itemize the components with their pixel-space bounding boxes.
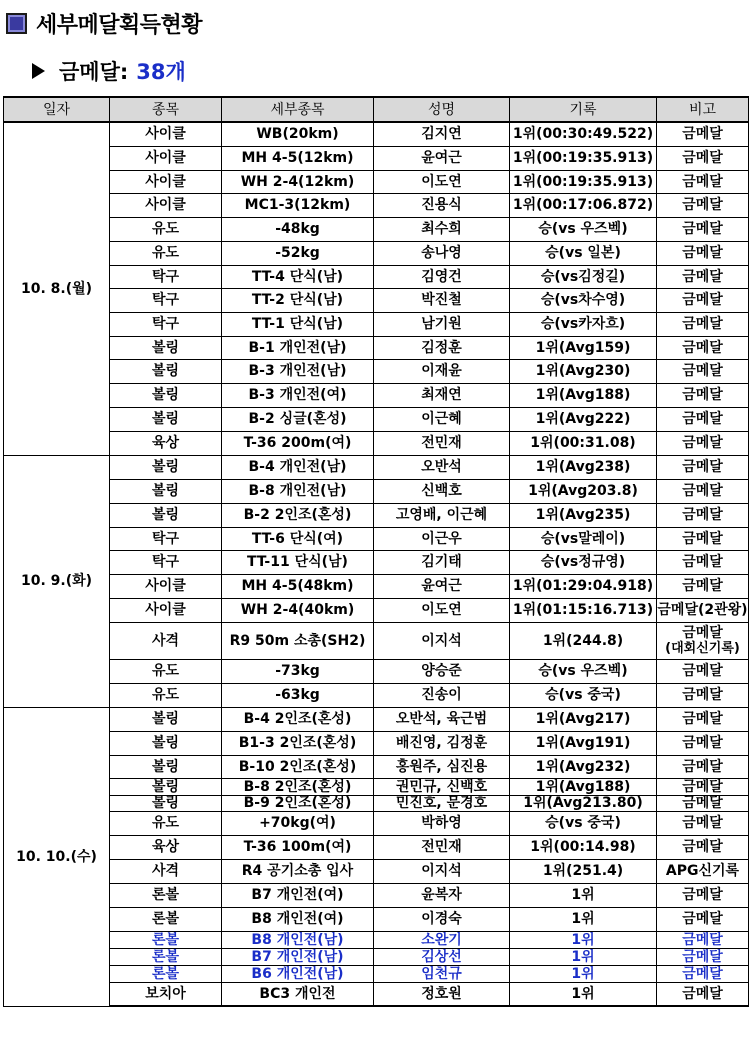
table-row [4,122,749,146]
event-cell: -73kg [222,659,374,683]
record-cell: 1위 [510,883,657,907]
event-cell: TT-6 단식(여) [222,527,374,550]
sport-cell: 유도 [110,683,222,707]
sport-cell: 유도 [110,659,222,683]
note-cell: 금메달 [657,336,749,359]
note-cell: 금메달 [657,659,749,683]
event-cell: R4 공기소총 입사 [222,859,374,883]
sport-cell: 탁구 [110,312,222,336]
athlete-name-cell: 이지석 [374,859,510,883]
sport-cell: 볼링 [110,731,222,755]
record-cell: 승(vs 중국) [510,811,657,835]
table-row [4,574,749,598]
event-cell: TT-2 단식(남) [222,288,374,312]
record-cell: 1위 [510,931,657,948]
note-cell: APG신기록 [657,859,749,883]
subtitle [32,56,186,86]
record-cell: 승(vs 일본) [510,241,657,265]
record-cell: 1위(01:29:04.918) [510,574,657,598]
header-date: 일자 [4,97,110,122]
athlete-name-cell: 이경숙 [374,907,510,931]
sport-cell: 보치아 [110,982,222,1006]
note-cell: 금메달 [657,778,749,795]
table-row [4,948,749,965]
sport-cell: 볼링 [110,755,222,778]
event-cell: R9 50m 소총(SH2) [222,622,374,659]
header-name: 성명 [374,97,510,122]
table-row [4,527,749,550]
table-row [4,217,749,241]
note-cell: 금메달 [657,707,749,731]
header-sport: 종목 [110,97,222,122]
square-bullet-icon [6,13,27,34]
date-cell: 10. 8.(월) [4,122,110,455]
note-cell: 금메달 [657,683,749,707]
athlete-name-cell: 박하영 [374,811,510,835]
note-cell: 금메달 [657,835,749,859]
sport-cell: 유도 [110,241,222,265]
athlete-name-cell: 윤여근 [374,574,510,598]
record-cell: 1위(00:19:35.913) [510,170,657,193]
athlete-name-cell: 이지석 [374,622,510,659]
athlete-name-cell: 소완기 [374,931,510,948]
table-row [4,479,749,503]
table-row [4,883,749,907]
event-cell: B-8 개인전(남) [222,479,374,503]
note-cell: 금메달 [657,312,749,336]
sport-cell: 론볼 [110,931,222,948]
sport-cell: 볼링 [110,359,222,383]
table-row [4,731,749,755]
table-row [4,859,749,883]
record-cell: 승(vs말레이) [510,527,657,550]
header-record: 기록 [510,97,657,122]
note-text: 금메달 [682,624,723,641]
sport-cell: 볼링 [110,707,222,731]
event-cell: B-4 개인전(남) [222,455,374,479]
note-cell: 금메달(2관왕) [657,598,749,622]
record-cell: 1위 [510,982,657,1006]
note-cell: 금메달 [657,982,749,1006]
record-cell: 승(vs김정길) [510,265,657,288]
athlete-name-cell: 배진영, 김정훈 [374,731,510,755]
note-cell: 금메달 [657,479,749,503]
table-row [4,503,749,527]
record-cell: 1위(Avg238) [510,455,657,479]
table-row [4,982,749,1006]
note-cell: 금메달 [657,574,749,598]
record-cell: 1위(00:14.98) [510,835,657,859]
note-cell: 금메달 [657,383,749,407]
note-cell: 금메달 [657,265,749,288]
table-row [4,811,749,835]
athlete-name-cell: 신백호 [374,479,510,503]
header-note: 비고 [657,97,749,122]
sport-cell: 론볼 [110,907,222,931]
record-cell: 1위(Avg203.8) [510,479,657,503]
table-row [4,336,749,359]
note-cell: 금메달 [657,193,749,217]
event-cell: B6 개인전(남) [222,965,374,982]
athlete-name-cell: 김지연 [374,122,510,146]
event-cell: B-8 2인조(혼성) [222,778,374,795]
medal-count: 38개 [136,60,186,84]
sport-cell: 론볼 [110,948,222,965]
athlete-name-cell: 이도연 [374,170,510,193]
athlete-name-cell: 박진철 [374,288,510,312]
table-row [4,598,749,622]
sport-cell: 볼링 [110,407,222,431]
record-cell: 1위(00:31.08) [510,431,657,455]
sport-cell: 사이클 [110,193,222,217]
table-row [4,359,749,383]
athlete-name-cell: 전민재 [374,835,510,859]
athlete-name-cell: 이근우 [374,527,510,550]
event-cell: -63kg [222,683,374,707]
athlete-name-cell: 민진호, 문경호 [374,795,510,811]
table-row [4,170,749,193]
event-cell: B-1 개인전(남) [222,336,374,359]
table-row [4,146,749,170]
athlete-name-cell: 윤여근 [374,146,510,170]
event-cell: B-2 싱글(혼성) [222,407,374,431]
record-cell: 1위 [510,907,657,931]
note-cell: 금메달 [657,122,749,146]
note-cell: 금메달 [657,948,749,965]
athlete-name-cell: 김영건 [374,265,510,288]
record-cell: 1위(244.8) [510,622,657,659]
page-title [6,8,202,38]
sport-cell: 유도 [110,811,222,835]
note-cell: 금메달 [657,407,749,431]
athlete-name-cell: 전민재 [374,431,510,455]
note-cell: 금메달 [657,883,749,907]
sport-cell: 론볼 [110,965,222,982]
table-row [4,431,749,455]
sport-cell: 사이클 [110,146,222,170]
record-cell: 1위(Avg222) [510,407,657,431]
table-row [4,550,749,574]
event-cell: TT-4 단식(남) [222,265,374,288]
note-cell: 금메달 [657,170,749,193]
event-cell: WH 2-4(40km) [222,598,374,622]
event-cell: B-10 2인조(혼성) [222,755,374,778]
table-row [4,241,749,265]
event-cell: -48kg [222,217,374,241]
table-row [4,407,749,431]
event-cell: B-2 2인조(혼성) [222,503,374,527]
record-cell: 1위(01:15:16.713) [510,598,657,622]
record-cell: 1위(Avg191) [510,731,657,755]
sport-cell: 탁구 [110,527,222,550]
athlete-name-cell: 최수희 [374,217,510,241]
record-cell: 승(vs 우즈벡) [510,659,657,683]
record-cell: 1위(Avg217) [510,707,657,731]
event-cell: TT-1 단식(남) [222,312,374,336]
sport-cell: 사격 [110,859,222,883]
event-cell: B7 개인전(여) [222,883,374,907]
athlete-name-cell: 양승준 [374,659,510,683]
table-row [4,965,749,982]
event-cell: T-36 100m(여) [222,835,374,859]
athlete-name-cell: 임천규 [374,965,510,982]
athlete-name-cell: 정호원 [374,982,510,1006]
table-row [4,622,749,659]
table-row [4,288,749,312]
sport-cell: 볼링 [110,479,222,503]
sport-cell: 볼링 [110,336,222,359]
record-cell: 1위(Avg230) [510,359,657,383]
sport-cell: 볼링 [110,383,222,407]
athlete-name-cell: 오반석, 육근범 [374,707,510,731]
athlete-name-cell: 권민규, 신백호 [374,778,510,795]
event-cell: WH 2-4(12km) [222,170,374,193]
note-cell: 금메달 [657,965,749,982]
record-cell: 승(vs차수영) [510,288,657,312]
note-cell: 금메달 [657,527,749,550]
table-row [4,312,749,336]
event-cell: B1-3 2인조(혼성) [222,731,374,755]
table-row [4,265,749,288]
athlete-name-cell: 김정훈 [374,336,510,359]
note-cell: 금메달 [657,146,749,170]
event-cell: B8 개인전(남) [222,931,374,948]
event-cell: MH 4-5(12km) [222,146,374,170]
record-cell: 1위 [510,965,657,982]
record-cell: 승(vs카자흐) [510,312,657,336]
note-cell: 금메달 [657,907,749,931]
event-cell: WB(20km) [222,122,374,146]
athlete-name-cell: 최재연 [374,383,510,407]
sport-cell: 론볼 [110,883,222,907]
record-cell: 1위(Avg235) [510,503,657,527]
athlete-name-cell: 홍원주, 심진용 [374,755,510,778]
table-row [4,931,749,948]
table-row [4,383,749,407]
athlete-name-cell: 송나영 [374,241,510,265]
note-cell: 금메달 [657,503,749,527]
note-cell [657,622,749,659]
date-cell: 10. 9.(화) [4,455,110,707]
sport-cell: 볼링 [110,455,222,479]
athlete-name-cell: 이도연 [374,598,510,622]
athlete-name-cell: 김상선 [374,948,510,965]
event-cell: MH 4-5(48km) [222,574,374,598]
subtitle-label: 금메달: [59,60,129,84]
athlete-name-cell: 오반석 [374,455,510,479]
event-cell: B-3 개인전(남) [222,359,374,383]
table-row [4,907,749,931]
note-cell: 금메달 [657,359,749,383]
sport-cell: 사격 [110,622,222,659]
record-cell: 승(vs 우즈벡) [510,217,657,241]
header-event: 세부종목 [222,97,374,122]
note-cell: 금메달 [657,795,749,811]
sport-cell: 탁구 [110,265,222,288]
note-cell: 금메달 [657,755,749,778]
event-cell: -52kg [222,241,374,265]
record-cell: 1위(00:19:35.913) [510,146,657,170]
table-row [4,455,749,479]
sport-cell: 육상 [110,431,222,455]
record-cell: 1위(00:17:06.872) [510,193,657,217]
event-cell: MC1-3(12km) [222,193,374,217]
sport-cell: 볼링 [110,503,222,527]
sport-cell: 탁구 [110,550,222,574]
event-cell: B8 개인전(여) [222,907,374,931]
event-cell: BC3 개인전 [222,982,374,1006]
table-header-row [4,97,749,122]
event-cell: B-3 개인전(여) [222,383,374,407]
note-cell: 금메달 [657,217,749,241]
record-cell: 1위(Avg188) [510,778,657,795]
sport-cell: 볼링 [110,795,222,811]
note-cell: 금메달 [657,811,749,835]
event-cell: B-9 2인조(혼성) [222,795,374,811]
note-cell: 금메달 [657,931,749,948]
sport-cell: 사이클 [110,598,222,622]
table-row [4,193,749,217]
table-body [4,122,749,1006]
date-cell: 10. 10.(수) [4,707,110,1006]
sport-cell: 사이클 [110,122,222,146]
sport-cell: 사이클 [110,574,222,598]
record-cell: 1위(00:30:49.522) [510,122,657,146]
table-row [4,755,749,778]
table-row [4,707,749,731]
note-cell: 금메달 [657,431,749,455]
athlete-name-cell: 진송이 [374,683,510,707]
triangle-bullet-icon [32,63,45,79]
note-cell: 금메달 [657,550,749,574]
event-cell: TT-11 단식(남) [222,550,374,574]
event-cell: B-4 2인조(혼성) [222,707,374,731]
event-cell: +70kg(여) [222,811,374,835]
table-row [4,778,749,795]
record-cell: 승(vs 중국) [510,683,657,707]
medal-table [3,96,749,1007]
table-row [4,795,749,811]
athlete-name-cell: 고영배, 이근혜 [374,503,510,527]
event-cell: B7 개인전(남) [222,948,374,965]
record-cell: 1위(Avg188) [510,383,657,407]
athlete-name-cell: 진용식 [374,193,510,217]
note-subtext: (대회신기록) [665,640,740,656]
athlete-name-cell: 이재윤 [374,359,510,383]
athlete-name-cell: 이근혜 [374,407,510,431]
page-title-text: 세부메달획득현황 [36,12,203,38]
athlete-name-cell: 김기태 [374,550,510,574]
table-row [4,683,749,707]
note-cell: 금메달 [657,288,749,312]
athlete-name-cell: 남기원 [374,312,510,336]
record-cell: 승(vs정규영) [510,550,657,574]
sport-cell: 탁구 [110,288,222,312]
record-cell: 1위(Avg159) [510,336,657,359]
event-cell: T-36 200m(여) [222,431,374,455]
table-row [4,659,749,683]
sport-cell: 유도 [110,217,222,241]
table-row [4,835,749,859]
record-cell: 1위(251.4) [510,859,657,883]
note-cell: 금메달 [657,241,749,265]
note-cell: 금메달 [657,731,749,755]
sport-cell: 사이클 [110,170,222,193]
note-cell: 금메달 [657,455,749,479]
athlete-name-cell: 윤복자 [374,883,510,907]
sport-cell: 볼링 [110,778,222,795]
sport-cell: 육상 [110,835,222,859]
record-cell: 1위 [510,948,657,965]
record-cell: 1위(Avg213.80) [510,795,657,811]
record-cell: 1위(Avg232) [510,755,657,778]
